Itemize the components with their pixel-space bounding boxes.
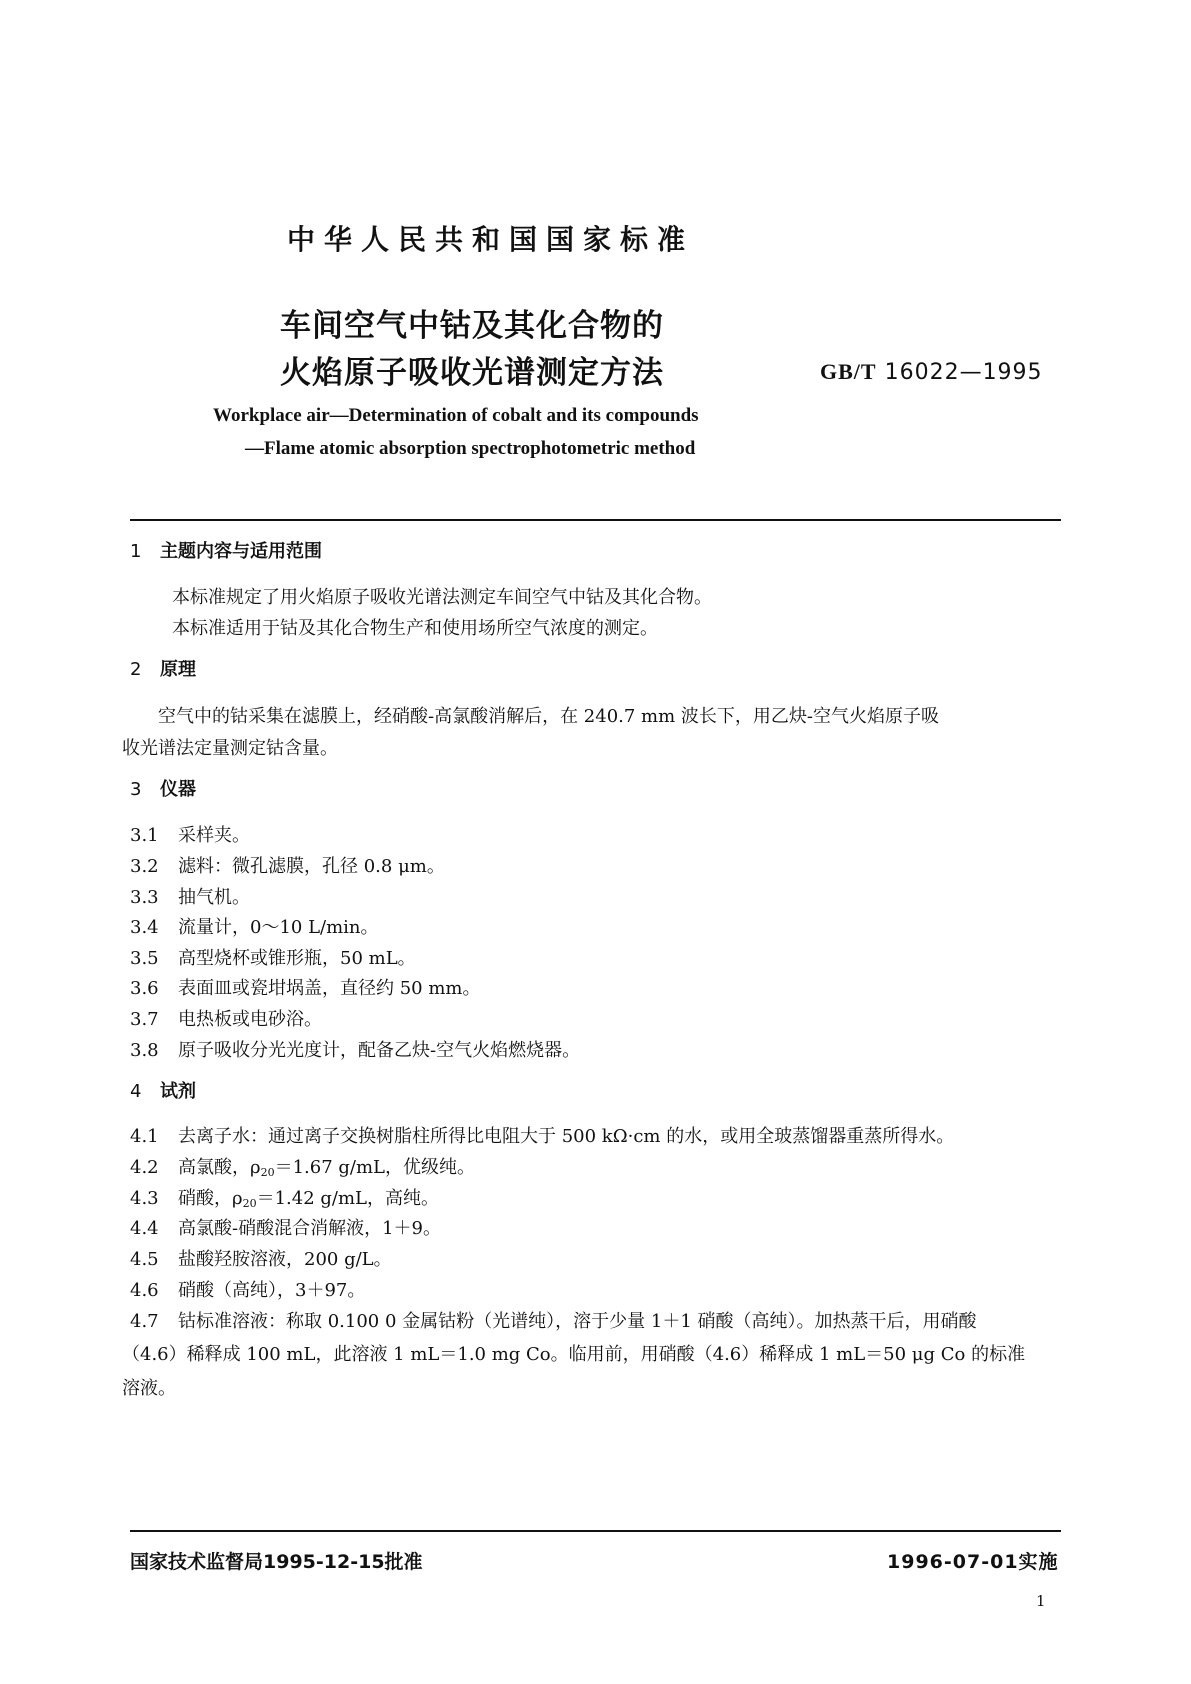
item-text: ＝1.67 g/mL，优级纯。 <box>274 1157 476 1178</box>
item-text: 盐酸羟胺溶液，200 g/L。 <box>178 1249 392 1270</box>
section-4-heading <box>130 1077 196 1103</box>
approval-statement: 国家技术监督局1995-12-15批准 <box>130 1551 423 1573</box>
reagent-item <box>130 1122 954 1148</box>
section-2-paragraph-line-1: 空气中的钴采集在滤膜上，经硝酸-高氯酸消解后，在 240.7 mm 波长下，用乙炔-空气火焰原子吸 <box>158 706 939 727</box>
section-1-title: 主题内容与适用范围 <box>160 541 322 562</box>
section-1-paragraph-1: 本标准规定了用火焰原子吸收光谱法测定车间空气中钴及其化合物。 <box>172 587 712 608</box>
english-title-line-2: —Flame atomic absorption spectrophotometric method <box>245 438 696 459</box>
instrument-item <box>130 821 250 847</box>
item-text: 钴标准溶液：称取 0.100 0 金属钴粉（光谱纯），溶于少量 1＋1 硝酸（高纯）。加热蒸干后，用硝酸 <box>178 1311 977 1332</box>
section-4-number: 4 <box>130 1081 142 1102</box>
instrument-item <box>130 883 250 909</box>
section-1-heading <box>130 537 322 563</box>
item-number: 4.3 <box>130 1188 159 1209</box>
instrument-item <box>130 913 379 939</box>
item-number: 4.1 <box>130 1126 159 1147</box>
national-standard-heading: 中华人民共和国国家标准 <box>287 223 695 256</box>
item-number: 3.5 <box>130 948 159 969</box>
instrument-item <box>130 944 416 970</box>
item-number: 4.2 <box>130 1157 159 1178</box>
page-number: 1 <box>1036 1592 1046 1610</box>
item-number: 3.6 <box>130 978 159 999</box>
title-line-2: 火焰原子吸收光谱测定方法 <box>280 355 664 391</box>
instrument-item <box>130 1005 322 1031</box>
item-number: 4.4 <box>130 1218 159 1239</box>
item-text: 表面皿或瓷坩埚盖，直径约 50 mm。 <box>178 978 481 999</box>
title-line-1: 车间空气中钴及其化合物的 <box>280 308 664 344</box>
english-title-line-1: Workplace air—Determination of cobalt and its compounds <box>213 405 699 426</box>
reagent-item <box>130 1153 475 1179</box>
item-subscript: 20 <box>242 1197 257 1210</box>
section-3-title: 仪器 <box>160 779 196 800</box>
item-text: 滤料：微孔滤膜，孔径 0.8 μm。 <box>178 856 445 877</box>
item-text: 去离子水：通过离子交换树脂柱所得比电阻大于 500 kΩ·cm 的水，或用全玻蒸馏器重蒸所得水。 <box>178 1126 955 1147</box>
item-text: ＝1.42 g/mL，高纯。 <box>256 1188 440 1209</box>
reagent-item <box>130 1276 365 1302</box>
reagent-item-7-line-3: 溶液。 <box>122 1378 176 1399</box>
reagent-item-7-line-2: （4.6）稀释成 100 mL，此溶液 1 mL＝1.0 mg Co。临用前，用硝酸（4.6）稀释成 1 mL＝50 μg Co 的标准 <box>122 1344 1026 1365</box>
item-text: 抽气机。 <box>178 887 250 908</box>
item-text: 原子吸收分光光度计，配备乙炔-空气火焰燃烧器。 <box>178 1040 581 1061</box>
reagent-item <box>130 1307 977 1333</box>
standard-code-number: 16022—1995 <box>884 360 1043 385</box>
reagent-item <box>130 1184 439 1210</box>
section-1-number: 1 <box>130 541 142 562</box>
item-number: 3.1 <box>130 825 159 846</box>
item-number: 3.4 <box>130 917 159 938</box>
reagent-item <box>130 1214 441 1240</box>
instrument-item <box>130 1036 580 1062</box>
header-divider <box>130 519 1061 521</box>
item-number: 3.2 <box>130 856 159 877</box>
section-2-heading <box>130 655 196 681</box>
standard-code-prefix: GB/T <box>820 359 877 384</box>
section-2-paragraph-line-2: 收光谱法定量测定钴含量。 <box>122 738 338 759</box>
item-text: 高型烧杯或锥形瓶，50 mL。 <box>178 948 416 969</box>
item-text: 硝酸，ρ <box>178 1188 243 1209</box>
item-text: 流量计，0～10 L/min。 <box>178 917 379 938</box>
section-3-number: 3 <box>130 779 142 800</box>
item-text: 采样夹。 <box>178 825 250 846</box>
standard-code <box>820 359 1043 385</box>
item-text: 硝酸（高纯），3＋97。 <box>178 1280 366 1301</box>
instrument-item <box>130 852 445 878</box>
section-2-title: 原理 <box>160 659 196 680</box>
implementation-date: 1996-07-01实施 <box>887 1551 1059 1573</box>
item-number: 4.5 <box>130 1249 159 1270</box>
item-number: 3.8 <box>130 1040 159 1061</box>
item-number: 4.7 <box>130 1311 159 1332</box>
item-number: 4.6 <box>130 1280 159 1301</box>
footer-divider <box>130 1530 1061 1532</box>
instrument-item <box>130 974 480 1000</box>
section-3-heading <box>130 775 196 801</box>
section-2-number: 2 <box>130 659 142 680</box>
section-4-title: 试剂 <box>160 1081 196 1102</box>
item-text: 高氯酸，ρ <box>178 1157 261 1178</box>
item-number: 3.3 <box>130 887 159 908</box>
item-text: 高氯酸-硝酸混合消解液，1＋9。 <box>178 1218 441 1239</box>
reagent-item <box>130 1245 392 1271</box>
item-subscript: 20 <box>260 1166 275 1179</box>
item-number: 3.7 <box>130 1009 159 1030</box>
section-1-paragraph-2: 本标准适用于钴及其化合物生产和使用场所空气浓度的测定。 <box>172 618 658 639</box>
item-text: 电热板或电砂浴。 <box>178 1009 322 1030</box>
